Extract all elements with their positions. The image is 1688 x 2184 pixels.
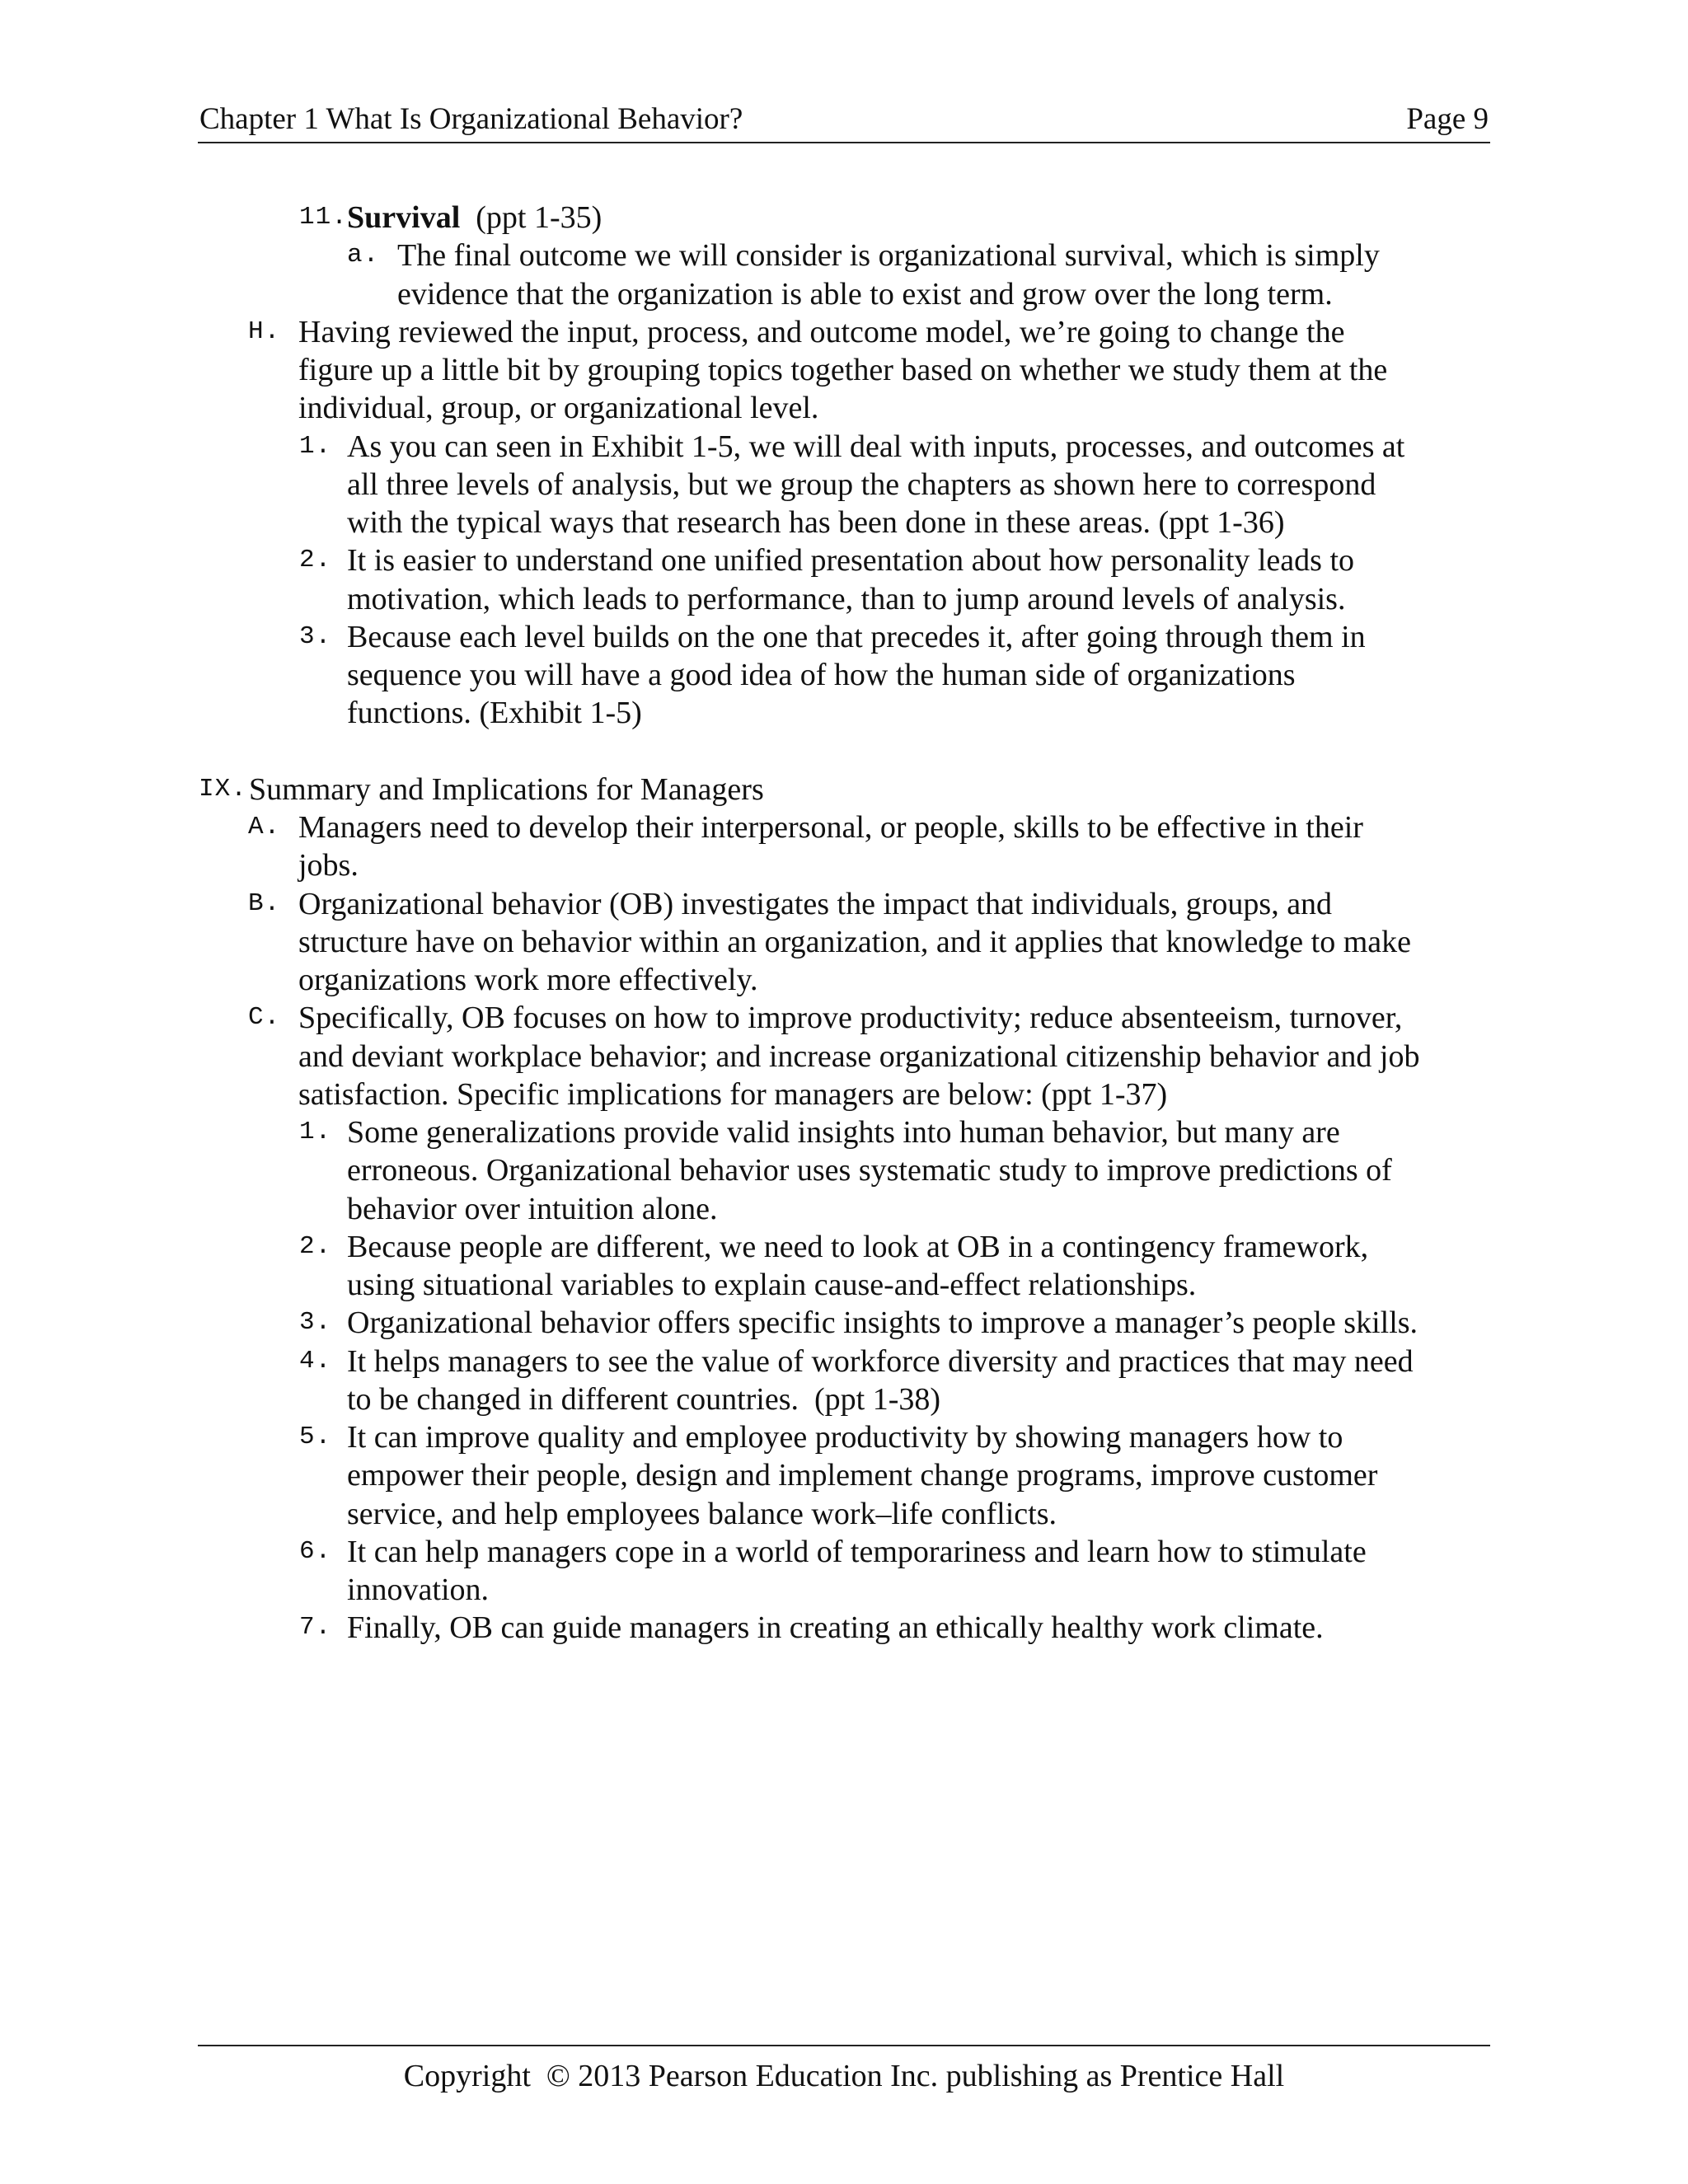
list-item-c4: [0, 1343, 1688, 1380]
list-item-continuation: [0, 923, 1688, 961]
list-text: figure up a little bit by grouping topics together based on whether we study them at the: [298, 353, 1388, 387]
list-text: empower their people, design and implement change programs, improve customer: [347, 1458, 1378, 1493]
list-item-h1: [0, 428, 1688, 466]
list-text: Finally, OB can guide managers in creating an ethically healthy work climate.: [347, 1610, 1324, 1646]
list-text: It can improve quality and employee productivity by showing managers how to: [347, 1420, 1343, 1455]
list-item-continuation: [0, 1456, 1688, 1494]
list-item-continuation: [0, 351, 1688, 389]
list-item-continuation: [0, 275, 1688, 313]
list-label: 2.: [299, 1231, 332, 1261]
list-item-continuation: [0, 1151, 1688, 1189]
list-item-continuation: [0, 466, 1688, 504]
list-text: erroneous. Organizational behavior uses systematic study to improve predictions of: [347, 1153, 1392, 1188]
list-text: evidence that the organization is able to exist and grow over the long term.: [397, 276, 1333, 312]
ppt-reference: (ppt 1-35): [476, 200, 603, 235]
list-label: H.: [248, 316, 281, 346]
list-label: 5.: [299, 1422, 332, 1451]
list-item-continuation: [0, 580, 1688, 618]
list-text: innovation.: [347, 1572, 490, 1607]
list-item-11a: [0, 237, 1688, 274]
list-item-continuation: [0, 656, 1688, 694]
list-label: 11.: [299, 203, 348, 232]
section-title: Summary and Implications for Managers: [249, 771, 764, 807]
list-item-continuation: [0, 694, 1688, 732]
list-item-c6: [0, 1533, 1688, 1571]
list-item-continuation: [0, 961, 1688, 999]
list-item-continuation: [0, 389, 1688, 427]
list-label: C.: [248, 1003, 281, 1033]
list-label: B.: [248, 888, 281, 918]
list-label: 4.: [299, 1346, 332, 1376]
list-text: functions. (Exhibit 1-5): [347, 696, 642, 731]
chapter-title: Chapter 1 What Is Organizational Behavior?: [199, 102, 743, 136]
list-text: using situational variables to explain cause-and-effect relationships.: [347, 1268, 1197, 1302]
list-text: Because people are different, we need to look at OB in a contingency framework,: [347, 1229, 1369, 1264]
page-header: [198, 97, 1490, 143]
list-item-c5: [0, 1418, 1688, 1456]
list-text: jobs.: [298, 848, 359, 883]
list-item-continuation: [0, 1495, 1688, 1533]
list-label: 1.: [299, 431, 332, 461]
list-label: 6.: [299, 1536, 332, 1566]
list-text: [347, 199, 602, 237]
list-item-continuation: [0, 504, 1688, 541]
list-item-c3: [0, 1304, 1688, 1342]
list-label: 7.: [299, 1613, 332, 1643]
list-label: 2.: [299, 546, 332, 575]
list-item-c: [0, 999, 1688, 1037]
list-text: with the typical ways that research has been done in these areas. (ppt 1-36): [347, 505, 1285, 540]
footer-divider: [198, 2045, 1490, 2046]
list-label: a.: [347, 241, 380, 270]
list-text: satisfaction. Specific implications for managers are below: (ppt 1-37): [298, 1076, 1168, 1112]
list-label: 3.: [299, 1308, 332, 1338]
list-item-c7: [0, 1609, 1688, 1647]
page-number: Page 9: [1406, 102, 1489, 136]
list-text: Organizational behavior offers specific insights to improve a manager’s people skills.: [347, 1305, 1418, 1341]
list-item-a: [0, 808, 1688, 846]
list-item-continuation: [0, 1190, 1688, 1228]
list-text: to be changed in different countries. (ppt 1-38): [347, 1381, 941, 1417]
list-text: motivation, which leads to performance, than to jump around levels of analysis.: [347, 581, 1346, 616]
list-text: and deviant workplace behavior; and increase organizational citizenship behavior and job: [298, 1038, 1420, 1074]
list-text: The final outcome we will consider is organizational survival, which is simply: [397, 238, 1380, 274]
copyright-notice: Copyright © 2013 Pearson Education Inc. publishing as Prentice Hall: [403, 2059, 1285, 2093]
list-item-c2: [0, 1228, 1688, 1266]
list-text: Organizational behavior (OB) investigates the impact that individuals, groups, and: [298, 886, 1333, 921]
list-text: individual, group, or organizational level.: [298, 391, 819, 426]
list-item-continuation: [0, 846, 1688, 884]
list-label: 1.: [299, 1118, 332, 1146]
list-text: Some generalizations provide valid insights into human behavior, but many are: [347, 1115, 1340, 1150]
list-item-c1: [0, 1113, 1688, 1151]
document-body: [0, 199, 1688, 1647]
list-text: all three levels of analysis, but we group the chapters as shown here to correspond: [347, 466, 1376, 502]
list-item-continuation: [0, 1076, 1688, 1113]
list-item-continuation: [0, 1038, 1688, 1076]
list-item-b: [0, 885, 1688, 923]
list-text: Having reviewed the input, process, and outcome model, we’re going to change the: [298, 314, 1345, 349]
list-text: service, and help employees balance work–life conflicts.: [347, 1496, 1057, 1531]
list-text: Because each level builds on the one that precedes it, after going through them in: [347, 619, 1366, 654]
list-item-h3: [0, 618, 1688, 656]
list-item-continuation: [0, 1571, 1688, 1609]
list-text: It helps managers to see the value of workforce diversity and practices that may need: [347, 1343, 1414, 1379]
list-text: sequence you will have a good idea of how the human side of organizations: [347, 658, 1296, 692]
list-item-continuation: [0, 1266, 1688, 1304]
list-item-h: [0, 313, 1688, 351]
list-text: Specifically, OB focuses on how to improve productivity; reduce absenteeism, turnover,: [298, 1001, 1403, 1036]
list-text: Managers need to develop their interpersonal, or people, skills to be effective in their: [298, 810, 1363, 845]
section-heading-ix: [0, 771, 1688, 808]
list-text: As you can seen in Exhibit 1-5, we will deal with inputs, processes, and outcomes at: [347, 429, 1405, 464]
list-label: A.: [248, 813, 281, 841]
list-text: It is easier to understand one unified presentation about how personality leads to: [347, 543, 1355, 579]
list-label: 3.: [299, 621, 332, 651]
list-item-h2: [0, 541, 1688, 579]
list-text: It can help managers cope in a world of temporariness and learn how to stimulate: [347, 1534, 1367, 1569]
list-item-11: [0, 199, 1688, 237]
list-text: behavior over intuition alone.: [347, 1191, 718, 1226]
section-gap: [0, 733, 1688, 771]
item-title: Survival: [347, 200, 461, 235]
list-text: organizations work more effectively.: [298, 963, 758, 997]
list-text: structure have on behavior within an organization, and it applies that knowledge to make: [298, 924, 1412, 959]
list-item-continuation: [0, 1380, 1688, 1418]
section-label: IX.: [199, 774, 247, 804]
